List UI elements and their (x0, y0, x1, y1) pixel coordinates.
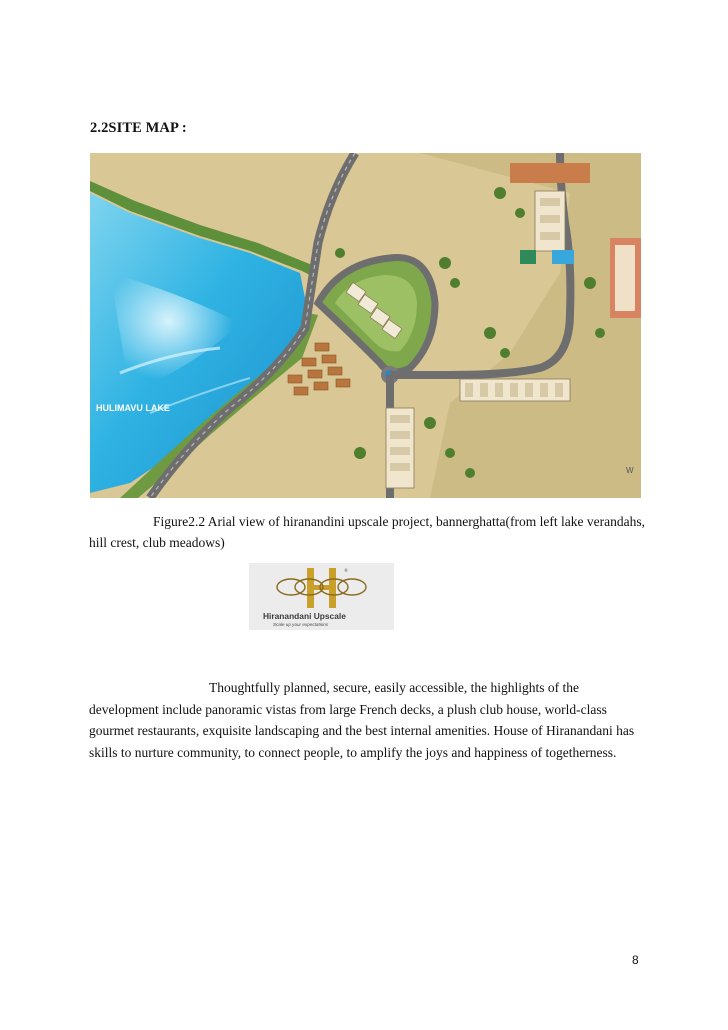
page-number: 8 (632, 953, 639, 967)
compass-label: W (626, 466, 634, 475)
site-map-image (90, 153, 641, 498)
logo-tagline: Scale up your expectations (273, 622, 329, 627)
body-paragraph-text: Thoughtfully planned, secure, easily accessible, the highlights of the development include panoramic vistas from large French decks, a plush club house, world-class gourmet restaurants, exquisite landscaping and the best internal amenities. House of Hiranandani has skills to nurture community, to connect people, to amplify the joys and happiness of togetherness. (89, 680, 635, 760)
figure-caption (89, 511, 649, 553)
club-house (510, 163, 590, 183)
logo-brand-name: Hiranandani Upscale (263, 611, 346, 621)
body-paragraph (89, 677, 649, 763)
svg-text:®: ® (344, 568, 348, 573)
lake-label: HULIMAVU LAKE (96, 403, 170, 413)
pool (552, 250, 574, 264)
brand-logo (249, 563, 394, 630)
figure-caption-text: Figure2.2 Arial view of hiranandini upscale project, bannerghatta(from left lake verandahs, hill crest, club meadows) (89, 514, 645, 550)
section-heading: 2.2SITE MAP : (90, 120, 187, 136)
tennis-court (520, 250, 536, 264)
